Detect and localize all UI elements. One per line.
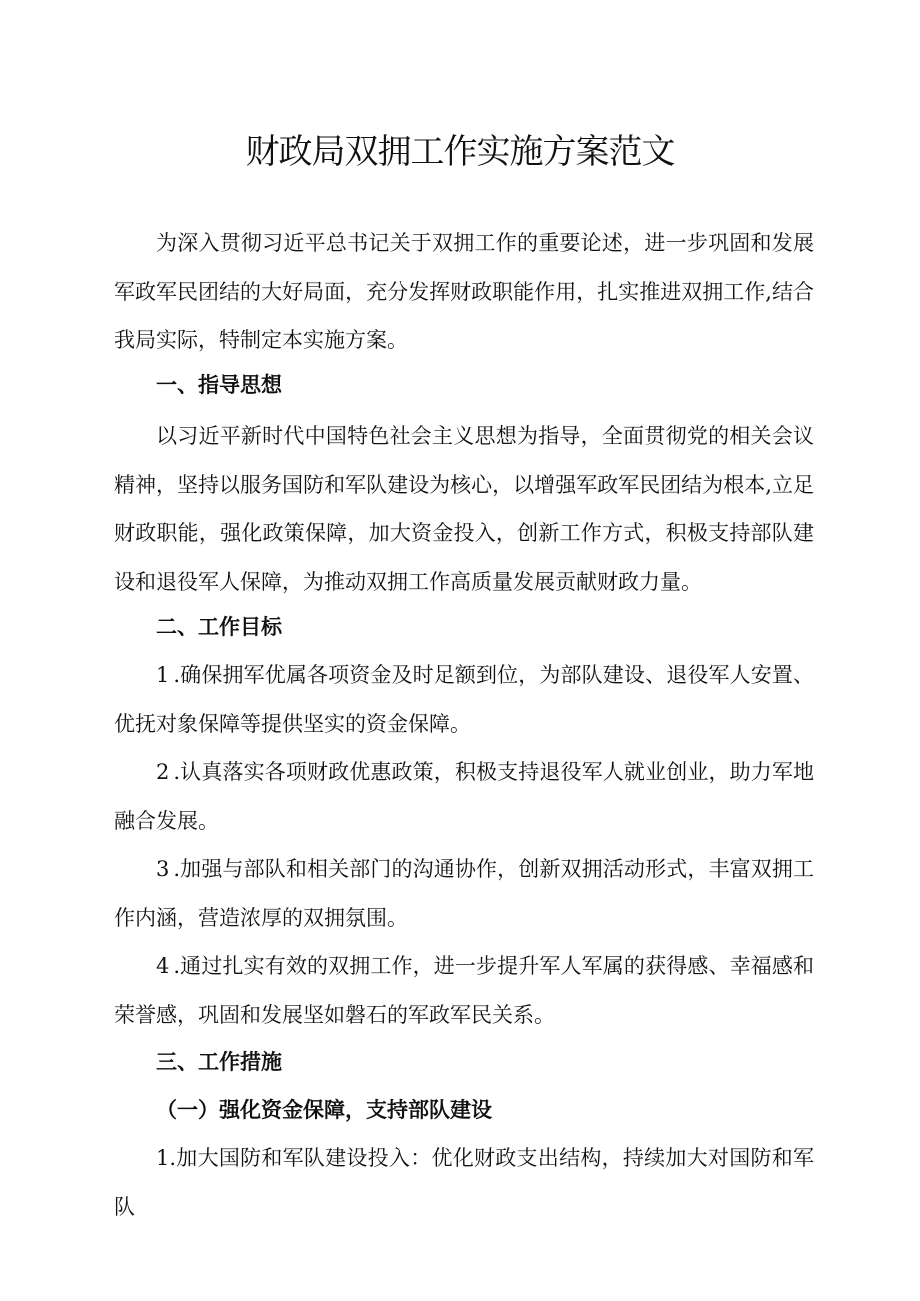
goal-text: .通过扎实有效的双拥工作，进一步提升军人军属的获得感、幸福感和荣誉感，巩固和发展坚如磐石的军政军民关系。 — [114, 954, 814, 1027]
measure-item-1: 1.加大国防和军队建设投入：优化财政支出结构，持续加大对国防和军队 — [114, 1146, 814, 1219]
subsection-heading-funding: （一）强化资金保障，支持部队建设 — [156, 1098, 492, 1122]
goal-number: 4 — [156, 954, 174, 978]
document-title: 财政局双拥工作实施方案范文 — [245, 132, 675, 172]
section-heading-work-goals: 二、工作目标 — [156, 615, 282, 639]
goal-number: 1 — [156, 663, 174, 687]
goal-item-2 — [114, 748, 814, 845]
goal-item-4 — [114, 942, 814, 1039]
section-heading-work-measures: 三、工作措施 — [156, 1050, 282, 1074]
goal-text: .确保拥军优属各项资金及时足额到位，为部队建设、退役军人安置、优抚对象保障等提供坚实的资金保障。 — [114, 663, 814, 736]
goal-number: 3 — [156, 857, 174, 881]
guiding-ideology-paragraph: 以习近平新时代中国特色社会主义思想为指导，全面贯彻党的相关会议精神，坚持以服务国防和军队建设为核心，以增强军政军民团结为根本,立足财政职能，强化政策保障，加大资金投入，创新工作方式，积极支持部队建设和退役军人保障，为推动双拥工作高质量发展贡献财政力量。 — [114, 424, 814, 594]
goal-text: .加强与部队和相关部门的沟通协作，创新双拥活动形式，丰富双拥工作内涵，营造浓厚的双拥氛围。 — [114, 857, 814, 930]
intro-paragraph: 为深入贯彻习近平总书记关于双拥工作的重要论述，进一步巩固和发展军政军民团结的大好局面，充分发挥财政职能作用，扎实推进双拥工作,结合我局实际，特制定本实施方案。 — [114, 231, 814, 352]
section-heading-guiding-ideology: 一、指导思想 — [156, 373, 282, 397]
goal-text: .认真落实各项财政优惠政策，积极支持退役军人就业创业，助力军地融合发展。 — [114, 760, 814, 833]
goal-item-1 — [114, 651, 814, 748]
goal-item-3 — [114, 845, 814, 942]
goal-number: 2 — [156, 760, 174, 784]
